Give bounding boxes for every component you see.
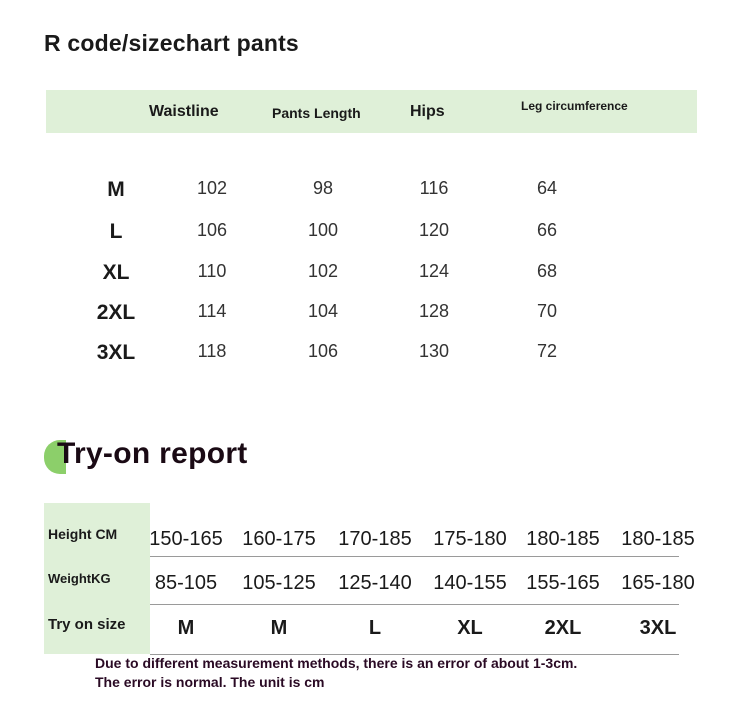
waist-value: 106 — [196, 220, 228, 240]
tryon-size-value: M — [270, 617, 288, 639]
page-title: R code/sizechart pants — [44, 30, 299, 56]
hips-value: 116 — [419, 178, 449, 198]
height-value: 180-185 — [526, 528, 600, 550]
leg-value: 68 — [536, 261, 558, 281]
weight-value: 155-165 — [526, 572, 600, 594]
hips-value: 128 — [418, 301, 450, 321]
hips-value: 120 — [418, 220, 450, 240]
tryon-size-value: 2XL — [544, 617, 582, 639]
weight-value: 140-155 — [433, 572, 507, 594]
tryon-size-value: L — [368, 617, 382, 639]
waist-value: 114 — [197, 301, 227, 321]
size-row — [0, 220, 750, 250]
length-value: 104 — [307, 301, 339, 321]
leg-value: 72 — [536, 341, 558, 361]
tryon-size-value: 3XL — [639, 617, 677, 639]
weight-label: WeightKG — [48, 571, 111, 586]
header-hips: Hips — [410, 103, 445, 120]
height-value: 150-165 — [149, 528, 223, 550]
try-on-title: Try-on report — [57, 437, 248, 470]
height-value: 180-185 — [621, 528, 695, 550]
size-row — [0, 301, 750, 331]
note-line-2: The error is normal. The unit is cm — [95, 674, 325, 690]
waist-value: 110 — [197, 261, 227, 281]
length-value: 98 — [312, 178, 334, 198]
size-row — [0, 178, 750, 208]
size-label: XL — [102, 261, 130, 284]
tryon-size-value: XL — [457, 617, 483, 639]
size-label: 3XL — [96, 341, 136, 364]
weight-value: 165-180 — [621, 572, 695, 594]
length-value: 102 — [307, 261, 339, 281]
note-line-1: Due to different measurement methods, there is an error of about 1-3cm. — [95, 655, 578, 671]
header-leg-circumference: Leg circumference — [521, 99, 628, 113]
try-on-size-label: Try on size — [48, 616, 126, 633]
measurement-note — [95, 654, 715, 692]
weight-value: 125-140 — [338, 572, 412, 594]
leg-value: 64 — [536, 178, 558, 198]
waist-value: 102 — [196, 178, 228, 198]
height-value: 160-175 — [242, 528, 316, 550]
weight-value: 85-105 — [154, 572, 218, 594]
size-chart-header — [46, 90, 697, 133]
length-value: 106 — [307, 341, 339, 361]
size-label: M — [107, 178, 125, 201]
size-row — [0, 341, 750, 371]
height-value: 170-185 — [338, 528, 412, 550]
size-row — [0, 261, 750, 291]
header-waistline: Waistline — [149, 103, 219, 120]
waist-value: 118 — [197, 341, 227, 361]
tryon-size-value: M — [177, 617, 195, 639]
weight-value: 105-125 — [242, 572, 316, 594]
try-on-heading — [44, 437, 334, 477]
header-pants-length: Pants Length — [272, 105, 361, 121]
height-value: 175-180 — [433, 528, 507, 550]
leg-value: 66 — [536, 220, 558, 240]
divider — [150, 604, 679, 605]
length-value: 100 — [307, 220, 339, 240]
size-label: 2XL — [96, 301, 136, 324]
height-label: Height CM — [48, 526, 118, 542]
try-on-label-column — [44, 503, 150, 654]
divider — [150, 556, 679, 557]
size-label: L — [109, 220, 123, 243]
hips-value: 124 — [418, 261, 450, 281]
leg-value: 70 — [536, 301, 558, 321]
hips-value: 130 — [418, 341, 450, 361]
